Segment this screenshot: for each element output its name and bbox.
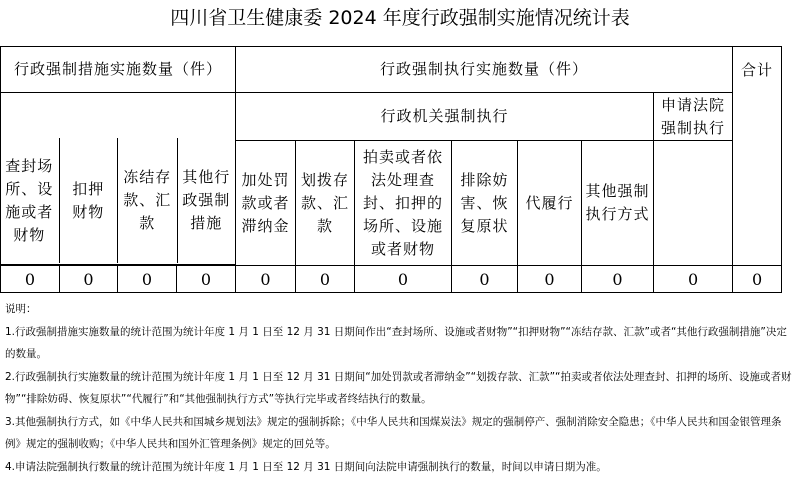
total-header: 合计 bbox=[733, 47, 782, 266]
value-cell: 0 bbox=[733, 266, 782, 293]
values-row bbox=[1, 266, 782, 293]
value-cell: 0 bbox=[296, 266, 355, 293]
col-header-5: 代履行 bbox=[518, 141, 582, 266]
col-header-3: 拍卖或者依法处理查封、扣押的场所、设施或者财物 bbox=[355, 141, 452, 266]
value-cell: 0 bbox=[582, 266, 654, 293]
value-cell: 0 bbox=[177, 266, 236, 293]
enforcement-header: 行政强制执行实施数量（件） bbox=[236, 47, 733, 93]
admin-enforcement-header: 行政机关强制执行 bbox=[236, 93, 654, 141]
value-cell: 0 bbox=[355, 266, 452, 293]
value-cell: 0 bbox=[518, 266, 582, 293]
notes-heading: 说明： bbox=[5, 298, 797, 321]
note-item: 2.行政强制执行实施数量的统计范围为统计年度 1 月 1 日至 12 月 31 日期间“加处罚款或者滞纳金”“划拨存款、汇款”“拍卖或者依法处理查封、扣押的场所、设施或者财物”“排除妨碍、恢复原状”“代履行”和“其他强制执行方式”等执行完毕或者终结执行的数量。 bbox=[5, 366, 797, 411]
value-cell: 0 bbox=[1, 266, 60, 293]
page-title: 四川省卫生健康委 2024 年度行政强制实施情况统计表 bbox=[0, 4, 800, 32]
col-header-6: 其他强制执行方式 bbox=[582, 141, 654, 266]
header-row-2 bbox=[1, 93, 782, 141]
value-cell: 0 bbox=[654, 266, 733, 293]
col-header-2: 划拨存款、汇款 bbox=[296, 141, 355, 266]
value-cell: 0 bbox=[236, 266, 296, 293]
value-cell: 0 bbox=[60, 266, 118, 293]
col-header-measure-4: 其他行政强制措施 bbox=[178, 138, 236, 263]
measures-header: 行政强制措施实施数量（件） bbox=[1, 47, 236, 93]
col-header-measure-1: 查封场所、设施或者财物 bbox=[0, 138, 60, 263]
col-header-measure-2: 扣押财物 bbox=[60, 138, 119, 263]
note-item: 1.行政强制措施实施数量的统计范围为统计年度 1 月 1 日至 12 月 31 日期间作出“查封场所、设施或者财物”“扣押财物”“冻结存款、汇款”或者“其他行政强制措施”决定的数量。 bbox=[5, 321, 797, 366]
measures-subcolumns bbox=[0, 138, 235, 263]
note-item: 4.申请法院强制执行数量的统计范围为统计年度 1 月 1 日至 12 月 31 日期间向法院申请强制执行的数量，时间以申请日期为准。 bbox=[5, 456, 797, 478]
value-cell: 0 bbox=[118, 266, 177, 293]
note-item: 3.其他强制执行方式，如《中华人民共和国城乡规划法》规定的强制拆除；《中华人民共和国煤炭法》规定的强制停产、强制消除安全隐患；《中华人民共和国金银管理条例》规定的强制收购；《中华人民共和国外汇管理条例》规定的回兑等。 bbox=[5, 411, 797, 456]
col-header-measure-3: 冻结存款、汇款 bbox=[118, 138, 178, 263]
col-header-court bbox=[654, 141, 733, 266]
court-enforcement-header: 申请法院强制执行 bbox=[654, 93, 733, 141]
col-header-4: 排除妨害、恢复原状 bbox=[452, 141, 518, 266]
col-header-1: 加处罚款或者滞纳金 bbox=[236, 141, 296, 266]
value-cell: 0 bbox=[452, 266, 518, 293]
notes-section bbox=[5, 298, 797, 478]
header-row-1 bbox=[1, 47, 782, 93]
